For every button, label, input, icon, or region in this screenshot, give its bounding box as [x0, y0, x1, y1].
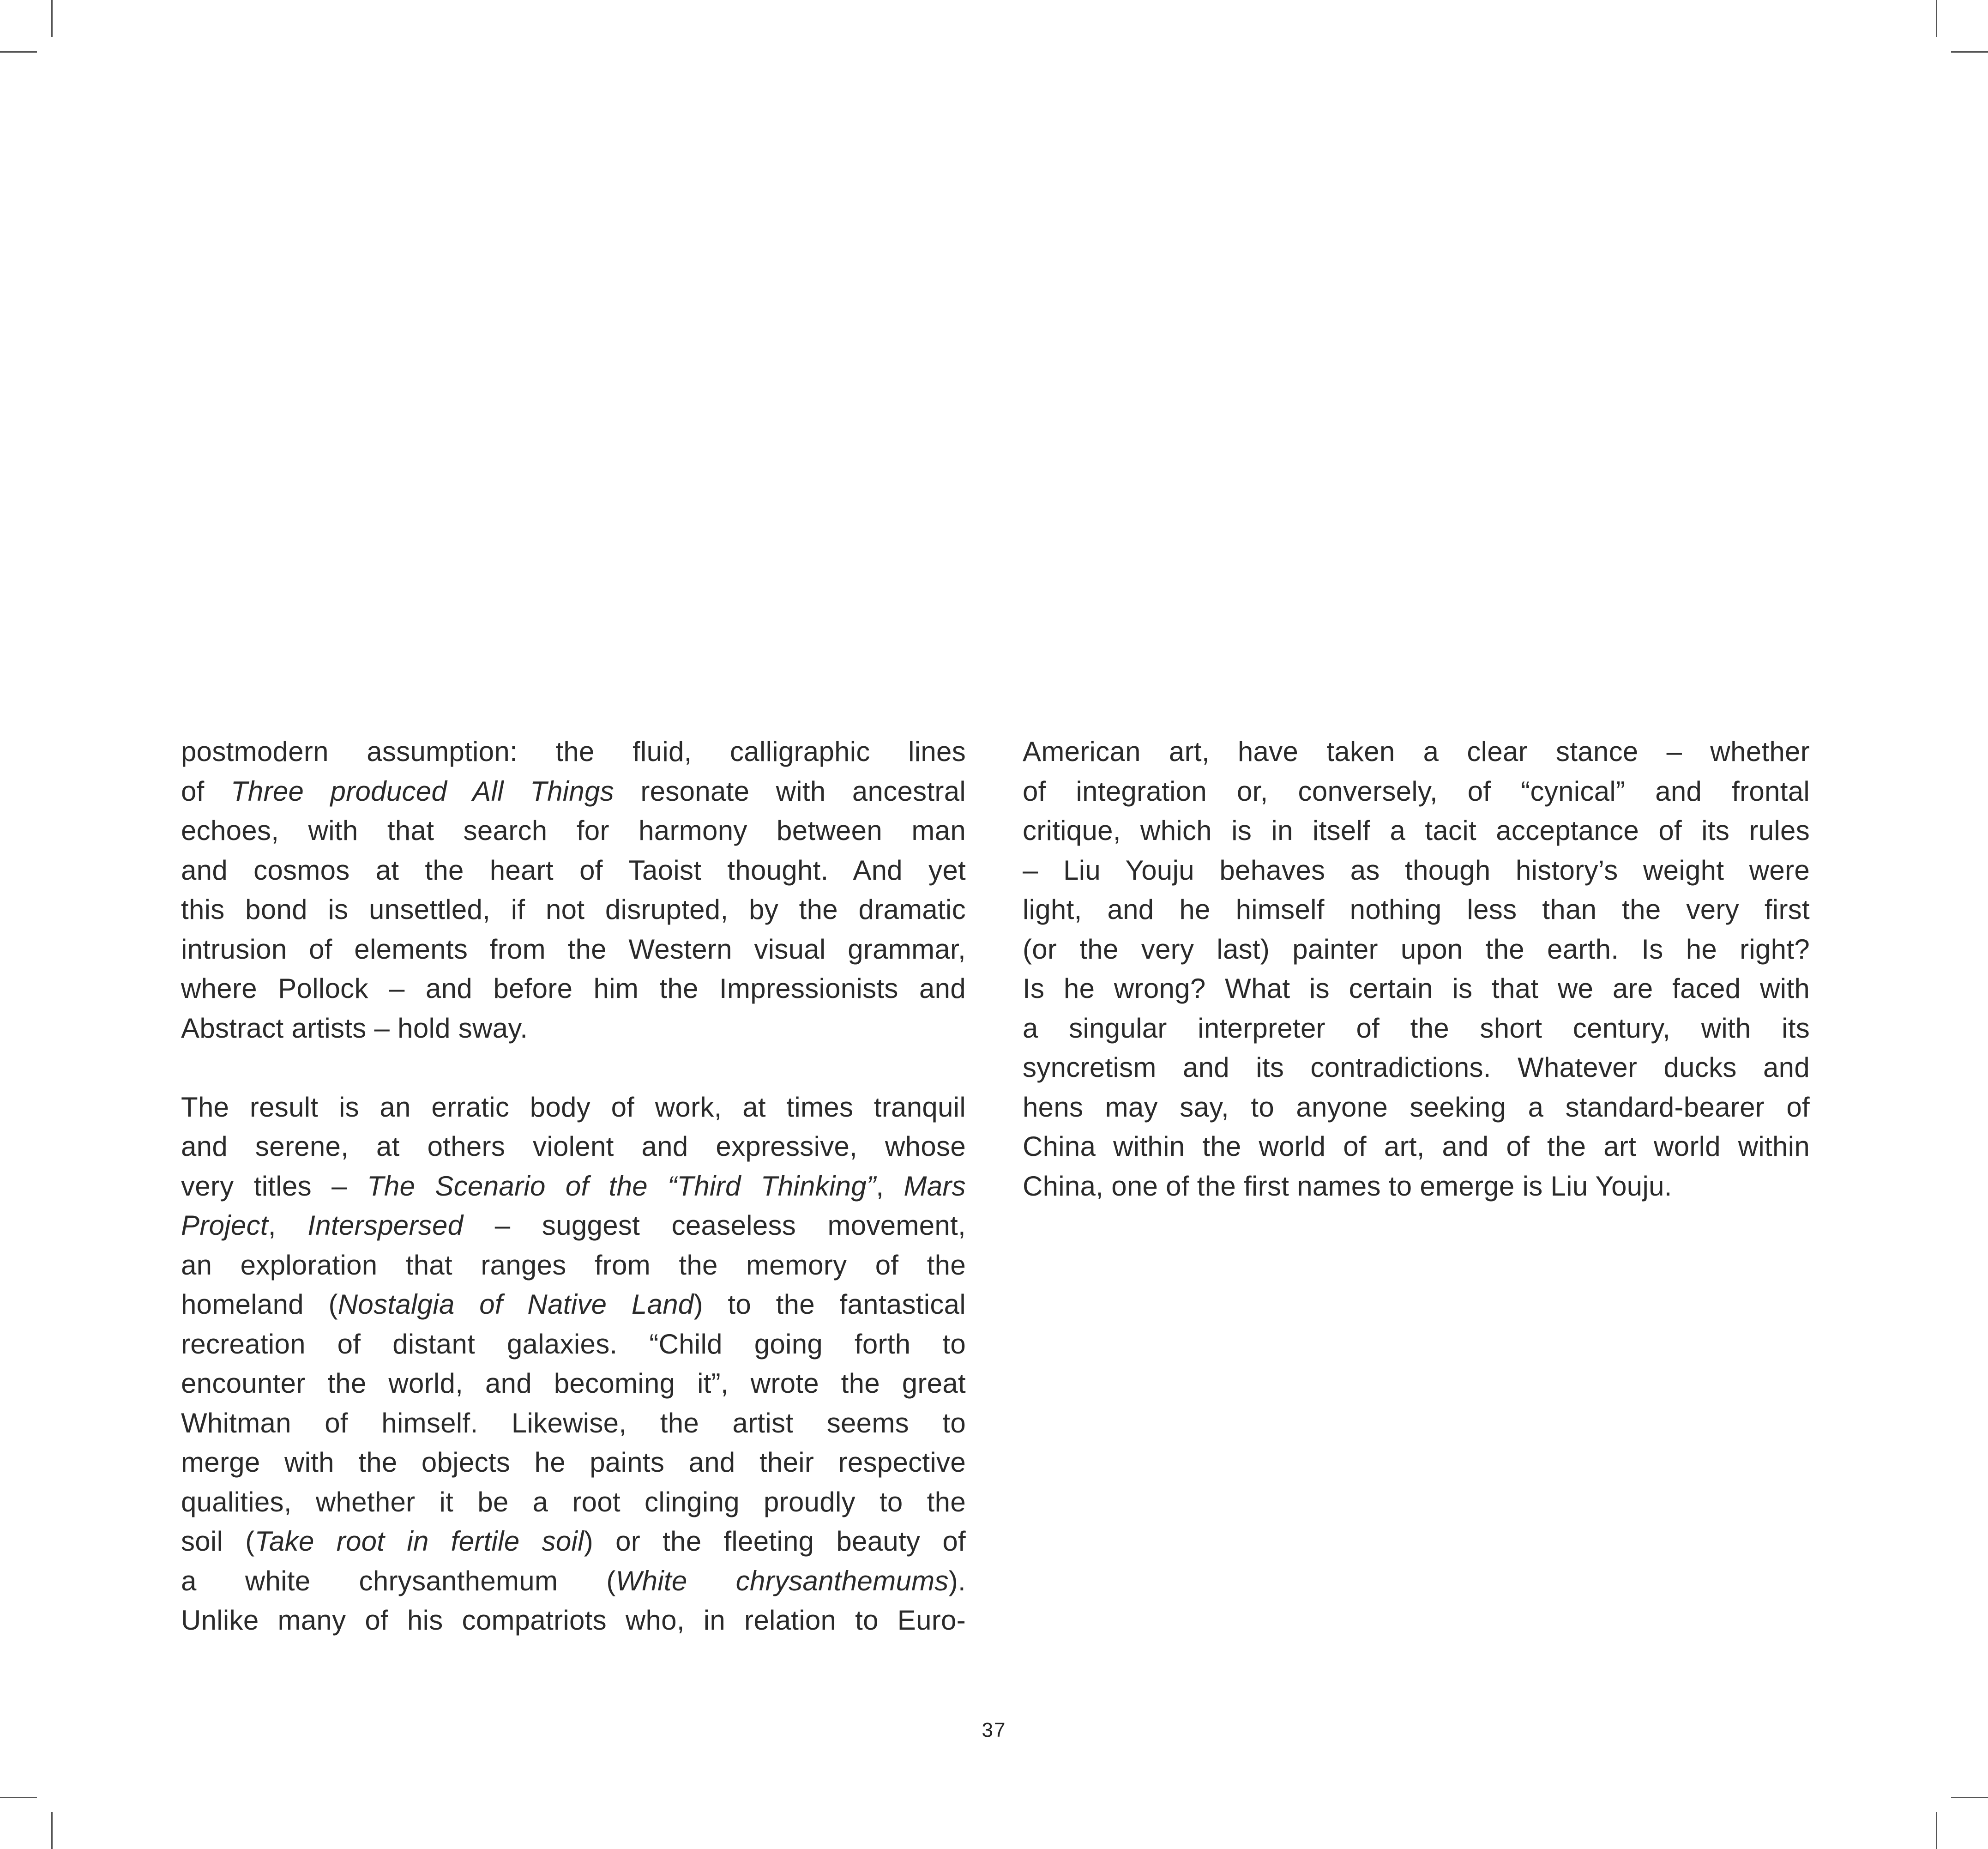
text-run: a singular interpreter of the short century, with its — [1023, 1012, 1810, 1044]
text-line — [181, 1601, 966, 1640]
text-run: resonate with ancestral — [614, 775, 966, 807]
text-run: – suggest ceaseless movement, — [463, 1210, 966, 1241]
text-run: this bond is unsettled, if not disrupted, by the dramatic — [181, 894, 966, 925]
text-run: and serene, at others violent and expressive, whose — [181, 1131, 966, 1162]
text-line — [1023, 969, 1810, 1009]
text-line — [181, 1127, 966, 1166]
text-line — [1023, 851, 1810, 890]
text-run: , — [876, 1170, 904, 1202]
text-line — [1023, 1166, 1810, 1206]
right-column — [1023, 732, 1810, 1206]
text-run: syncretism and its contradictions. Whatever ducks and — [1023, 1052, 1810, 1083]
text-line — [181, 1482, 966, 1522]
text-run: an exploration that ranges from the memory of the — [181, 1249, 966, 1281]
italic-title: White chrysanthemums — [615, 1565, 949, 1596]
text-line — [181, 1403, 966, 1443]
text-run: (or the very last) painter upon the earth. Is he right? — [1023, 933, 1810, 965]
text-run: encounter the world, and becoming it”, wrote the great — [181, 1368, 966, 1399]
italic-title: Three produced All Things — [230, 775, 614, 807]
text-line — [1023, 772, 1810, 811]
text-line — [1023, 732, 1810, 772]
text-line — [181, 1009, 966, 1048]
text-line — [181, 969, 966, 1009]
text-run: and cosmos at the heart of Taoist thought. And yet — [181, 854, 966, 886]
text-run: Unlike many of his compatriots who, in relation to Euro- — [181, 1605, 966, 1636]
text-line — [181, 1245, 966, 1285]
text-run: echoes, with that search for harmony between man — [181, 815, 966, 846]
text-run: homeland ( — [181, 1289, 338, 1320]
text-run: recreation of distant galaxies. “Child going forth to — [181, 1328, 966, 1360]
paragraph-gap — [181, 1048, 966, 1088]
text-run: ) to the fantastical — [693, 1289, 966, 1320]
crop-mark-top-right-horizontal — [1951, 51, 1988, 53]
italic-title: Take root in fertile soil — [254, 1526, 584, 1557]
text-line — [181, 930, 966, 969]
text-line — [1023, 1009, 1810, 1048]
left-column — [181, 732, 966, 1640]
text-line — [1023, 811, 1810, 851]
crop-mark-top-left-horizontal — [0, 51, 37, 53]
text-line — [181, 1561, 966, 1601]
crop-mark-bottom-right-vertical — [1936, 1812, 1937, 1849]
text-run: where Pollock – and before him the Impressionists and — [181, 973, 966, 1004]
text-run: , — [268, 1210, 308, 1241]
text-run: China, one of the first names to emerge is Liu Youju. — [1023, 1170, 1672, 1202]
crop-mark-bottom-left-vertical — [51, 1812, 53, 1849]
text-run: critique, which is in itself a tacit acceptance of its rules — [1023, 815, 1810, 846]
italic-title: Mars — [904, 1170, 966, 1202]
crop-mark-top-left-vertical — [51, 0, 53, 37]
text-run: Whitman of himself. Likewise, the artist seems to — [181, 1407, 966, 1438]
italic-title: Interspersed — [307, 1210, 464, 1241]
text-run: – Liu Youju behaves as though history’s weight were — [1023, 854, 1810, 886]
text-run: Is he wrong? What is certain is that we are faced with — [1023, 973, 1810, 1004]
text-line — [1023, 1127, 1810, 1166]
text-run: The result is an erratic body of work, at times tranquil — [181, 1091, 966, 1123]
page-number: 37 — [982, 1719, 1006, 1741]
text-line — [181, 1522, 966, 1561]
text-line — [1023, 1048, 1810, 1088]
text-run: very titles – — [181, 1170, 367, 1202]
text-line — [181, 851, 966, 890]
text-run: ). — [948, 1565, 966, 1596]
text-run: Abstract artists – hold sway. — [181, 1012, 528, 1044]
text-line — [181, 1443, 966, 1482]
text-run: ) or the fleeting beauty of — [584, 1526, 966, 1557]
text-run: a white chrysanthemum ( — [181, 1565, 616, 1596]
text-line — [1023, 930, 1810, 969]
text-line — [181, 1088, 966, 1127]
text-run: of — [181, 775, 231, 807]
text-run: American art, have taken a clear stance – whether — [1023, 736, 1810, 767]
text-line — [1023, 890, 1810, 930]
paragraph — [181, 1088, 966, 1640]
text-line — [181, 772, 966, 811]
text-run: light, and he himself nothing less than the very first — [1023, 894, 1810, 925]
text-run: China within the world of art, and of the art world within — [1023, 1131, 1810, 1162]
text-line — [181, 1324, 966, 1364]
text-line — [181, 1166, 966, 1206]
paragraph — [181, 732, 966, 1048]
italic-title: Project — [181, 1210, 268, 1241]
crop-mark-top-right-vertical — [1936, 0, 1937, 37]
text-run: intrusion of elements from the Western visual grammar, — [181, 933, 966, 965]
paragraph — [1023, 732, 1810, 1206]
crop-mark-bottom-left-horizontal — [0, 1797, 37, 1798]
text-line — [181, 1285, 966, 1324]
text-run: qualities, whether it be a root clinging proudly to the — [181, 1486, 966, 1517]
text-line — [1023, 1088, 1810, 1127]
text-run: of integration or, conversely, of “cynical” and frontal — [1023, 775, 1810, 807]
text-run: soil ( — [181, 1526, 255, 1557]
text-line — [181, 732, 966, 772]
text-run: postmodern assumption: the fluid, calligraphic lines — [181, 736, 966, 767]
text-run: merge with the objects he paints and their respective — [181, 1447, 966, 1478]
text-line — [181, 811, 966, 851]
italic-title: Nostalgia of Native Land — [337, 1289, 694, 1320]
italic-title: The Scenario of the “Third Thinking” — [367, 1170, 876, 1202]
text-run: hens may say, to anyone seeking a standard-bearer of — [1023, 1091, 1810, 1123]
text-line — [181, 1364, 966, 1403]
text-line — [181, 1206, 966, 1245]
crop-mark-bottom-right-horizontal — [1951, 1797, 1988, 1798]
text-line — [181, 890, 966, 930]
